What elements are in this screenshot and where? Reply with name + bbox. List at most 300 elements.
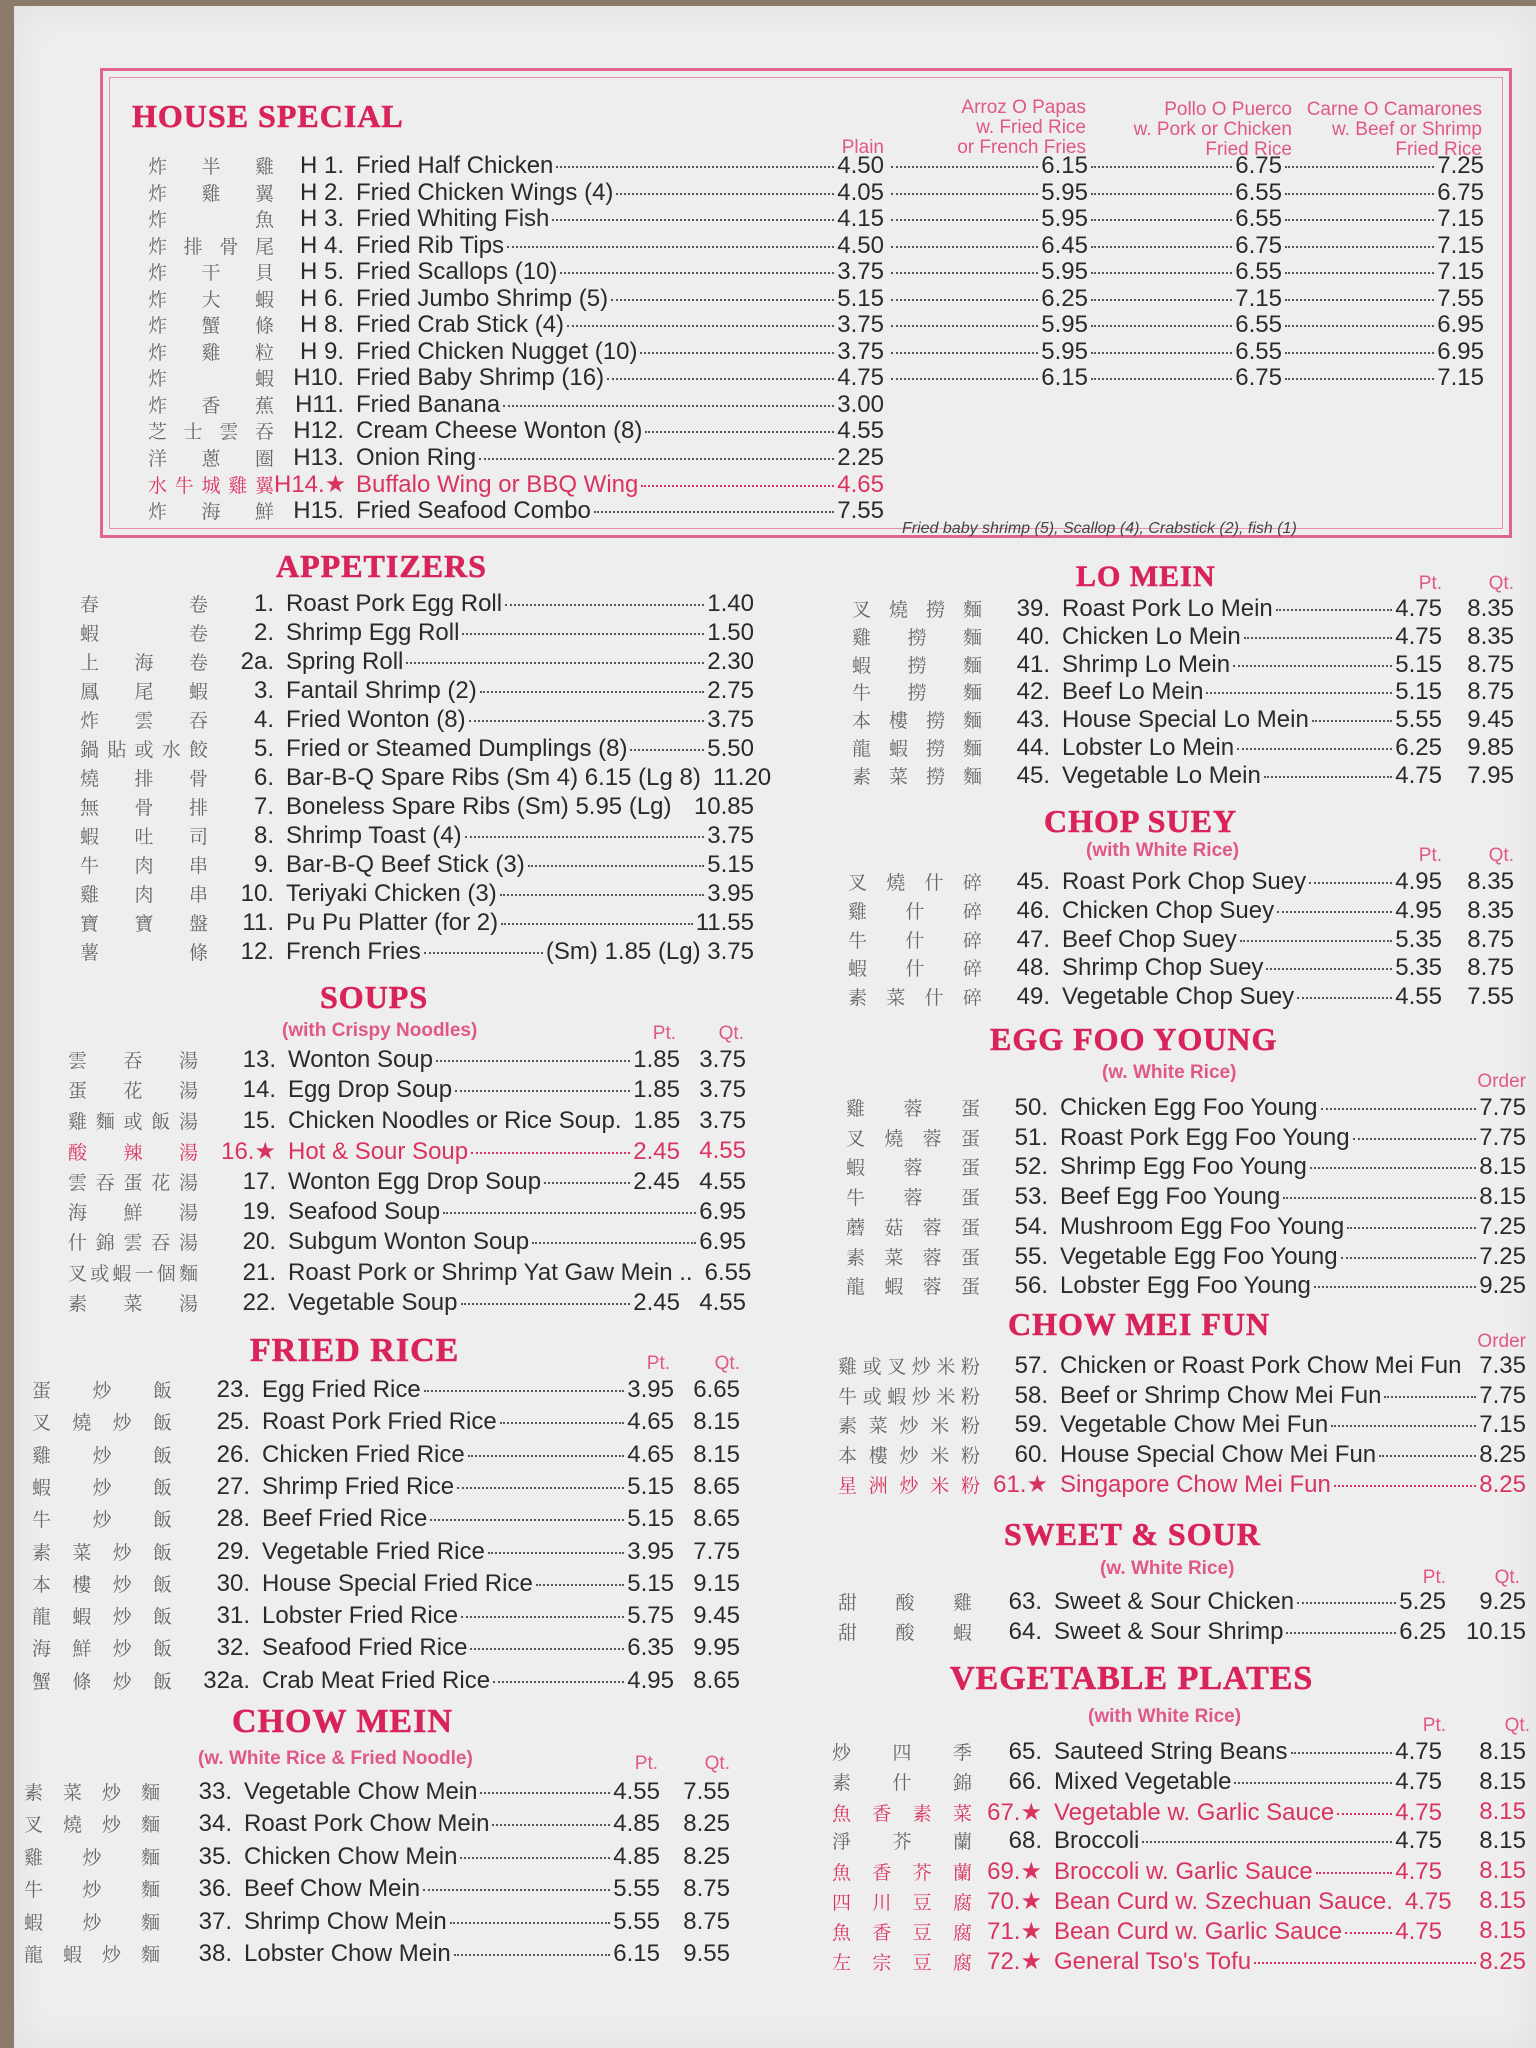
item-name: Teriyaki Chicken (3) [286,880,497,907]
item-name: Shrimp Toast (4) [286,822,462,849]
menu-item-row [80,793,754,821]
item-name: Roast Pork Chow Mein [244,1810,490,1837]
item-name: Bar-B-Q Beef Stick (3) [286,851,525,878]
dot-leader [641,485,834,487]
chinese-name: 炸 干 貝 [148,262,274,284]
chow-mei-fun-title: CHOW MEI FUN [1008,1306,1271,1342]
menu-item-row [80,909,754,937]
item-name: Lobster Lo Mein [1062,734,1235,761]
vegetable-plates-title: VEGETABLE PLATES [950,1660,1314,1697]
menu-item-row [24,1908,660,1936]
item-number: 65. [1008,1738,1042,1765]
dot-leader [1091,219,1232,221]
dot-leader [645,431,834,433]
menu-item-row [148,417,884,445]
price-rice: 6.15 [1041,152,1088,179]
price-pint: 3.95 [627,1376,674,1403]
item-number: 43. [1016,706,1050,733]
item-name: Onion Ring [356,444,477,471]
dot-leader [1285,246,1434,248]
price-pint: 5.25 [1399,1588,1446,1615]
menu-item-row [32,1408,674,1436]
menu-item-row [32,1473,674,1501]
dot-leader [1341,1257,1477,1259]
price-pint: 4.75 [1395,1918,1442,1945]
menu-item-row [838,1470,1526,1498]
item-name: Mixed Vegetable [1054,1768,1232,1795]
house-special-title: HOUSE SPECIAL [132,98,404,134]
menu-item-row [838,1441,1526,1469]
price-quart-cell [1446,1798,1526,1826]
price-quart: 10.15 [1465,1618,1526,1645]
price-beef: 6.95 [1437,338,1484,365]
dot-leader [1345,1932,1392,1934]
price: 3.75 [707,822,754,849]
price: 1.40 [707,590,754,617]
price-quart-cell [1446,678,1514,706]
price-quart-cell [678,1473,740,1501]
item-number: 68. [1008,1827,1042,1854]
price-pork-row [1088,258,1282,286]
item-number: 44. [1016,734,1050,761]
dot-leader [1091,272,1232,274]
item-number: 69.★ [987,1858,1042,1885]
item-name: Chicken Chop Suey [1062,897,1275,924]
price-pork-row [1088,232,1282,260]
chow-mein-subtitle: (w. White Rice & Fried Noodle) [198,1748,473,1769]
price-beef: 7.55 [1437,285,1484,312]
menu-item-row [148,179,884,207]
egg-foo-young-title: EGG FOO YOUNG [990,1021,1278,1057]
menu-item-row [148,470,884,498]
dot-leader [424,1390,625,1392]
chinese-name: 薯 條 [80,942,208,964]
price-pint: 6.35 [627,1634,674,1661]
price-quart-cell [678,1441,740,1469]
dot-leader [552,219,834,221]
item-number: 54. [1014,1213,1048,1240]
dot-leader [1347,1227,1476,1229]
menu-item-row [852,762,1442,790]
menu-item-row [838,1411,1526,1439]
chinese-name: 叉燒蓉蛋 [846,1128,980,1150]
chinese-name: 叉燒什碎 [848,872,982,894]
chinese-name: 寶 寶 盤 [80,913,208,935]
price-rice: 5.95 [1041,179,1088,206]
fried-rice-title: FRIED RICE [250,1332,460,1369]
menu-item-row [68,1076,680,1104]
dot-leader [611,299,834,301]
price-pint: 4.95 [1395,897,1442,924]
chinese-name: 雞 撈 麵 [852,627,982,649]
chinese-name: 春 卷 [80,594,208,616]
price: 2.30 [707,648,754,675]
lo-mein-pt-header: Pt. [1418,573,1442,594]
item-number: 66. [1008,1768,1042,1795]
price-quart: 6.95 [699,1198,746,1225]
chinese-name: 蝦 炒 飯 [32,1477,172,1499]
price-rice: 5.95 [1041,205,1088,232]
chinese-name: 魚香芥蘭 [832,1862,972,1884]
price-beef: 7.15 [1437,205,1484,232]
price-quart: 4.55 [699,1137,746,1164]
price-plain: 4.75 [837,364,884,391]
price-plain: 4.50 [837,152,884,179]
price-quart: 9.55 [683,1940,730,1967]
item-name: Egg Fried Rice [262,1376,421,1403]
item-name: Roast Pork Fried Rice [262,1408,497,1435]
dot-leader [443,1212,696,1214]
item-name: Chicken Egg Foo Young [1060,1094,1318,1121]
price-quart: 9.45 [693,1602,740,1629]
menu-item-row [846,1153,1526,1181]
price-quart-cell [678,1667,740,1695]
item-name: General Tso's Tofu [1054,1948,1252,1975]
item-number: 8. [253,822,274,849]
item-name: Sweet & Sour Chicken [1054,1588,1295,1615]
chinese-name: 素菜蓉蛋 [846,1247,980,1269]
price-pork: 6.55 [1235,338,1282,365]
chinese-name: 鳳 尾 蝦 [80,681,208,703]
dot-leader [1331,1425,1476,1427]
dot-leader [891,246,1038,248]
price-quart: 7.95 [1467,762,1514,789]
menu-item-row [148,258,884,286]
item-number: 60. [1014,1441,1048,1468]
item-number: 15. [242,1107,276,1134]
price-quart: 8.15 [693,1408,740,1435]
menu-item-row [832,1947,1526,1975]
item-name: Shrimp Chow Mein [244,1908,447,1935]
dot-leader [460,1857,610,1859]
sweet-sour-pt-header: Pt. [1422,1567,1446,1588]
dot-leader [594,511,834,513]
item-number: 45. [1016,868,1050,895]
item-number: 7. [253,793,274,820]
menu-item-row [846,1272,1526,1300]
dot-leader [607,378,834,380]
dot-leader [1309,882,1392,884]
price-quart-cell [684,1107,746,1135]
item-number: 2a. [240,648,274,675]
menu-item-row [80,706,754,734]
price-pint: 4.55 [613,1778,660,1805]
dot-leader [1254,1962,1476,1964]
dot-leader [1091,299,1232,301]
price-beef-row [1282,258,1484,286]
item-name: Fried Seafood Combo [356,497,591,524]
fried-rice-pt-header: Pt. [646,1353,670,1374]
item-number: 70.★ [987,1888,1042,1915]
price-quart: 8.75 [1467,651,1514,678]
dot-leader [457,1487,624,1489]
price-quart-cell [1446,734,1514,762]
price-pint: 5.15 [627,1473,674,1500]
chinese-name: 炸 半 雞 [148,156,274,178]
dot-leader [1276,609,1393,611]
item-number: H 1. [299,152,344,179]
price-plain: 7.55 [837,497,884,524]
chinese-name: 洋 蔥 圈 [148,448,274,470]
dot-leader [532,1242,696,1244]
soups-title: SOUPS [320,979,429,1015]
chinese-name: 牛 炒 麵 [24,1879,160,1901]
chinese-name: 龍蝦撈麵 [852,738,982,760]
price-pint: 2.45 [633,1138,680,1165]
price-pint: 4.65 [627,1441,674,1468]
chinese-name: 炸 香 蕉 [148,395,274,417]
item-number: 5. [253,735,274,762]
item-number: 26. [216,1441,250,1468]
menu-item-row [32,1634,674,1662]
menu-item-row [848,983,1442,1011]
item-name: Roast Pork or Shrimp Yat Gaw Mein .. [288,1259,693,1286]
dot-leader [1291,1752,1393,1754]
price-pint: 1.85 [633,1107,681,1134]
price: 11.20 [712,764,772,791]
item-number: 48. [1016,954,1050,981]
menu-item-row [832,1768,1442,1796]
chinese-name: 燒 排 骨 [80,768,208,790]
chinese-name: 龍蝦炒飯 [32,1606,172,1628]
chinese-name: 雲 吞 湯 [68,1050,198,1072]
item-name: Fried Whiting Fish [356,205,550,232]
dot-leader [567,325,834,327]
price-quart: 8.75 [1467,954,1514,981]
menu-item-row [848,868,1442,896]
price-beef-row [1282,205,1484,233]
chinese-name: 蝦 蓉 蛋 [846,1157,980,1179]
price-quart: 7.55 [1467,983,1514,1010]
dot-leader [1312,720,1392,722]
price-pork-row [1088,152,1282,180]
price-quart: 3.75 [699,1046,746,1073]
item-name: Vegetable Soup [288,1289,458,1316]
item-name: Spring Roll [286,648,404,675]
menu-item-row [80,590,754,618]
item-number: 30. [216,1570,250,1597]
chinese-name: 龍蝦炒麵 [24,1944,160,1966]
item-name: Fried Baby Shrimp (16) [356,364,605,391]
price-quart-cell [684,1076,746,1104]
item-name: Pu Pu Platter (for 2) [286,909,499,936]
dot-leader [1091,193,1232,195]
price-pork-row [1088,311,1282,339]
item-number: 32. [216,1634,250,1661]
price: 11.55 [695,909,754,936]
menu-item-row [148,205,884,233]
menu-item-row [846,1094,1526,1122]
menu-item-row [832,1857,1442,1885]
price-quart-cell [684,1289,746,1317]
item-name: House Special Lo Mein [1062,706,1309,733]
price-quart-cell [1450,1588,1526,1616]
price-quart: 8.35 [1467,623,1514,650]
menu-item-row [32,1602,674,1630]
chinese-name: 炸 海 鮮 [148,501,274,523]
price-quart: 8.75 [683,1875,730,1902]
price-pork: 6.75 [1235,232,1282,259]
price-quart: 8.15 [1479,1857,1526,1884]
dot-leader [1297,997,1392,999]
price-pint: 4.65 [627,1408,674,1435]
price-beef-row [1282,338,1484,366]
dot-leader [1321,1108,1477,1110]
price: 2.75 [707,677,754,704]
price-plain: 3.75 [837,258,884,285]
item-number: 51. [1014,1124,1048,1151]
price-quart-cell [678,1408,740,1436]
price-pork-row [1088,179,1282,207]
chinese-name: 龍蝦蓉蛋 [846,1276,980,1298]
dot-leader [470,1648,624,1650]
sweet-sour-subtitle: (w. White Rice) [1100,1558,1235,1579]
price-quart: 8.75 [1467,678,1514,705]
price-quart-cell [1446,623,1514,651]
menu-item-row [148,311,884,339]
chinese-name: 海鮮炒飯 [32,1638,172,1660]
item-number: 25. [216,1408,250,1435]
item-name: Singapore Chow Mei Fun [1060,1471,1331,1498]
chinese-name: 蘑菇蓉蛋 [846,1217,980,1239]
item-name: House Special Fried Rice [262,1570,533,1597]
price-rice: 6.25 [1041,285,1088,312]
sweet-sour-title: SWEET & SOUR [1004,1516,1261,1552]
item-name: Buffalo Wing or BBQ Wing [356,471,639,498]
item-number: 36. [198,1875,232,1902]
chinese-name: 雞 蓉 蛋 [846,1098,980,1120]
dot-leader [450,1922,611,1924]
price-quart-cell [678,1376,740,1404]
price-pork: 6.75 [1235,152,1282,179]
menu-item-row [148,497,884,525]
item-name: Chicken or Roast Pork Chow Mei Fun [1060,1352,1462,1379]
dot-leader [1384,1396,1476,1398]
menu-item-row [68,1137,680,1165]
item-number: 34. [198,1810,232,1837]
egg-foo-young-order-header: Order [1477,1071,1526,1092]
item-name: Fried Chicken Nugget (10) [356,338,638,365]
item-number: 56. [1014,1272,1048,1299]
price-beef: 7.15 [1437,258,1484,285]
item-name: Wonton Soup [288,1046,433,1073]
dot-leader [1206,692,1392,694]
chinese-name: 素菜撈麵 [852,766,982,788]
chinese-name: 酸 辣 湯 [68,1142,198,1164]
item-name: Fried Scallops (10) [356,258,558,285]
item-number: 58. [1014,1382,1048,1409]
chinese-name: 牛 什 碎 [848,930,982,952]
item-name: Shrimp Fried Rice [262,1473,455,1500]
price-rice-row [888,179,1088,207]
dot-leader [891,352,1038,354]
price-quart-cell [678,1634,740,1662]
chinese-name: 炸 魚 [148,209,274,231]
dot-leader [1337,1813,1392,1815]
item-name: Mushroom Egg Foo Young [1060,1213,1345,1240]
chinese-name: 炸 雲 吞 [80,710,208,732]
dot-leader [1286,1632,1396,1634]
item-number: 13. [242,1046,276,1073]
chinese-name: 海 鮮 湯 [68,1202,198,1224]
item-number: 14. [242,1076,276,1103]
price-pint: 5.15 [627,1505,674,1532]
item-name: Seafood Soup [288,1198,441,1225]
price-quart-cell [678,1570,740,1598]
item-number: H 9. [299,338,344,365]
dot-leader [461,1303,631,1305]
item-name: Beef Fried Rice [262,1505,428,1532]
price-quart: 8.35 [1467,595,1514,622]
price-quart-cell [684,1137,746,1165]
price-quart: 6.55 [704,1259,752,1286]
chinese-name: 魚香豆腐 [832,1922,972,1944]
dot-leader [500,894,705,896]
dot-leader [891,166,1038,168]
item-number: 52. [1014,1153,1048,1180]
price-pint: 1.85 [633,1046,680,1073]
chinese-name: 雞 炒 麵 [24,1847,160,1869]
chinese-name: 蝦 什 碎 [848,958,982,980]
item-number: 11. [242,909,274,936]
price-pint: 4.75 [1404,1888,1452,1915]
price-pint: 2.45 [633,1168,680,1195]
dot-leader [465,836,705,838]
dot-leader [891,272,1038,274]
price-quart-cell [664,1875,730,1903]
price-pint: 4.95 [1395,868,1442,895]
chinese-name: 炸 大 蝦 [148,289,274,311]
price: (Sm) 1.85 (Lg) 3.75 [545,938,754,965]
dot-leader [503,405,834,407]
chinese-name: 星洲炒米粉 [838,1475,980,1497]
price-quart: 8.75 [683,1908,730,1935]
menu-item-row [80,619,754,647]
item-number: 37. [198,1908,232,1935]
price-pint: 4.75 [1395,623,1442,650]
item-name: Broccoli w. Garlic Sauce [1054,1858,1313,1885]
chop-suey-pt-header: Pt. [1418,845,1442,866]
price-quart-cell [1446,926,1514,954]
price-quart-cell [1450,1618,1526,1646]
price-quart: 8.65 [693,1667,740,1694]
price-rice-row [888,285,1088,313]
item-name: Vegetable Chow Mein [244,1778,478,1805]
item-name: Beef or Shrimp Chow Mei Fun [1060,1382,1382,1409]
price-beef: 6.75 [1437,179,1484,206]
item-name: Vegetable w. Garlic Sauce [1054,1799,1335,1826]
price-quart-cell [678,1505,740,1533]
price-quart-cell [1446,595,1514,623]
price-pint: 6.25 [1395,734,1442,761]
dot-leader [430,1519,624,1521]
price-pint: 4.75 [1395,762,1442,789]
price-pint: 4.55 [1395,983,1442,1010]
price-quart-cell [684,1168,746,1196]
hs-plain-header: Plain [841,137,884,158]
chinese-name: 什錦雲吞湯 [68,1232,198,1254]
price-quart-cell [678,1538,740,1566]
chop-suey-title: CHOP SUEY [1044,803,1238,839]
menu-item-row [32,1441,674,1469]
dot-leader [488,1552,624,1554]
item-number: 47. [1016,926,1050,953]
dot-leader [1316,1872,1393,1874]
menu-item-row [148,232,884,260]
price-quart-cell [1446,897,1514,925]
dot-leader [560,272,834,274]
vegetable-plates-subtitle: (with White Rice) [1088,1706,1242,1727]
